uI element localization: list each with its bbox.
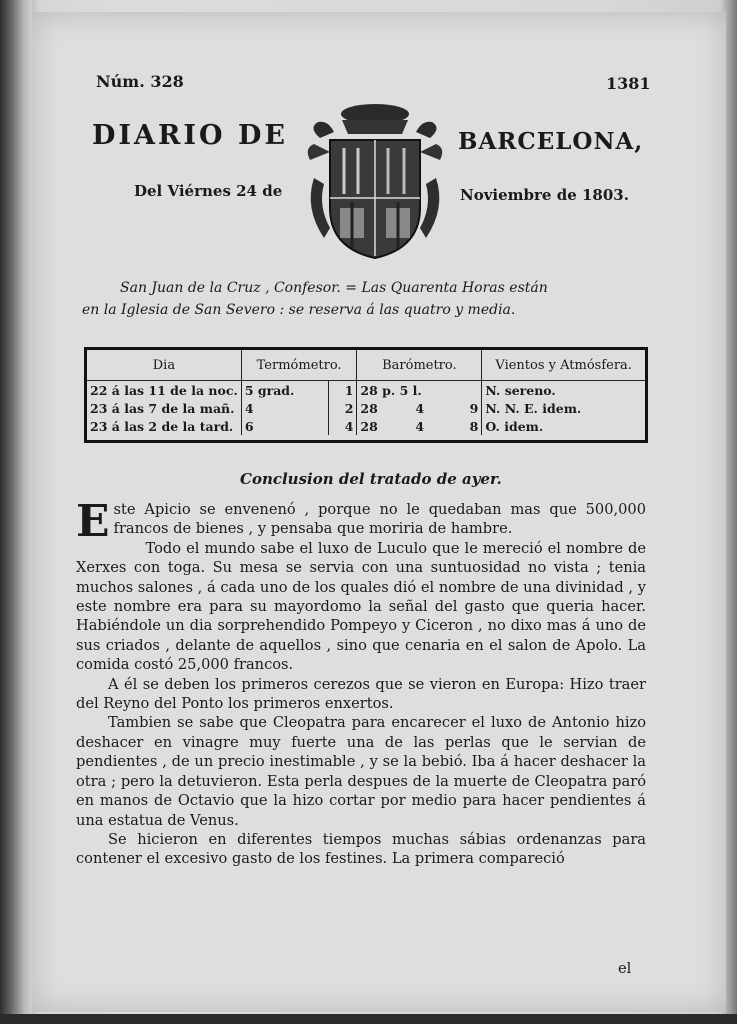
paragraph: Todo el mundo sabe el luxo de Luculo que le mereció el nombre de Xerxes con toga. Su mesa se servia con una suntuosidad no vista ; tenia muchos salones , á cada uno de los quales dió el nombre de una divinidad , y este nombre era para su mayordomo la señal del gasto que queria hacer. Habiéndole un dia sorprehendido Pompeyo y Ciceron , no dixo mas á uno de sus criados , delante de aquellos , sino que cenaria en el salon de Apolo. La comida costó 25,000 francos. — [76, 539, 646, 674]
cell-baro: 28 p. 5 l. — [357, 381, 482, 400]
catchword: el — [618, 960, 632, 977]
cell-baro: 28 — [360, 400, 378, 416]
page-number: 1381 — [606, 74, 651, 93]
drop-cap: E — [76, 496, 110, 547]
paragraph-text: ste Apicio se envenenó , porque no le quedaban mas que 500,000 francos de bienes , y pensaba que moriria de hambre. — [113, 501, 646, 538]
cell-termo-frac: 2 — [328, 399, 357, 417]
cell-baro-a: 4 — [415, 400, 425, 416]
paragraph: Se hicieron en diferentes tiempos muchas sábias ordenanzas para contener el excesivo gasto de los festines. La primera compareció — [76, 830, 646, 868]
header-barometro: Barómetro. — [357, 350, 482, 381]
cell-dia: 23 á las 2 de la tard. — [87, 417, 241, 435]
cell-termo-frac: 4 — [328, 417, 357, 435]
scan-bottom-border — [0, 1014, 737, 1024]
cell-termo-frac: 1 — [328, 381, 357, 400]
cell-termo: 4 — [241, 399, 328, 417]
cell-vientos: O. idem. — [485, 418, 544, 434]
masthead-title-left: DIARIO DE — [92, 120, 288, 151]
cell-baro: 28 — [360, 418, 378, 434]
saint-notice-line-2: en la Iglesia de San Severo : se reserva á las quatro y media. — [82, 302, 516, 318]
article-title: Conclusion del tratado de ayer. — [240, 470, 502, 488]
paragraph — [76, 496, 646, 547]
header-termometro: Termómetro. — [241, 350, 357, 381]
weather-row — [87, 417, 645, 435]
weather-row — [87, 381, 645, 400]
cell-termo: 5 grad. — [241, 381, 328, 400]
cell-vientos: N. sereno. — [485, 382, 556, 398]
cell-baro-a: 4 — [415, 418, 425, 434]
weather-row — [87, 399, 645, 417]
cell-dia: 22 á las 11 de la noc. — [87, 381, 241, 400]
header-vientos: Vientos y Atmósfera. — [482, 350, 645, 381]
cell-termo: 6 — [241, 417, 328, 435]
issue-date-left: Del Viérnes 24 de — [134, 182, 283, 200]
paragraph: A él se deben los primeros cerezos que se vieron en Europa: Hizo traer del Reyno del Ponto los primeros enxertos. — [76, 675, 646, 713]
weather-table — [84, 347, 648, 443]
issue-number: Núm. 328 — [96, 72, 184, 91]
saint-notice-line-1: San Juan de la Cruz , Confesor. = Las Quarenta Horas están — [120, 280, 548, 296]
header-dia: Dia — [87, 350, 241, 381]
masthead-title-right: BARCELONA, — [458, 128, 644, 155]
coat-of-arms-icon — [300, 98, 450, 262]
cell-baro-b: 9 — [447, 399, 482, 417]
paragraph: Tambien se sabe que Cleopatra para encarecer el luxo de Antonio hizo deshacer en vinagre muy fuerte una de las perlas que le servian de pendientes , de un precio inestimable , y se la bebió. Iba á hacer deshacer la otra ; pero la detuvieron. Esta perla despues de la muerte de Cleopatra paró en manos de Octavio que la hizo cortar por medio para hacer pendientes á una estatua de Venus. — [76, 714, 646, 829]
issue-date-right: Noviembre de 1803. — [460, 186, 629, 204]
cell-vientos: N. N. E. idem. — [485, 400, 582, 416]
cell-baro-b: 8 — [447, 417, 482, 435]
cell-dia: 23 á las 7 de la mañ. — [87, 399, 241, 417]
book-gutter — [0, 0, 32, 1024]
article-body — [76, 496, 646, 869]
